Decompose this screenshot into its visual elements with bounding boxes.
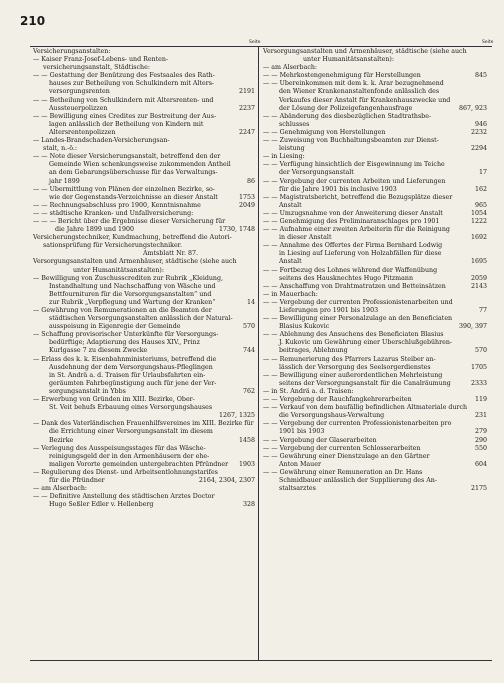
entry-text: Gemeinde Wien schenkungsweise zukommenden Antheil: [49, 161, 231, 169]
entry-page-ref: 14: [246, 298, 255, 306]
entry-page-ref: 2333: [470, 379, 487, 387]
index-entry: [33, 186, 255, 194]
entry-text: schlusses: [279, 120, 310, 128]
entry-text: Versorgungsanstalten und Armenhäuser, städtische (siehe auch: [33, 258, 237, 266]
entry-text: der Versorgungsanstalt: [279, 169, 354, 177]
index-entry: [33, 412, 255, 420]
index-entry: [263, 356, 487, 364]
entry-page-ref: 867, 923: [458, 104, 487, 112]
column-header-right: Seite: [482, 40, 494, 45]
index-entry: [33, 485, 255, 493]
index-entry: [263, 485, 487, 493]
index-entry: [33, 356, 255, 364]
entry-text: die Jahre 1899 und 1900: [55, 226, 135, 234]
entry-page-ref: 2237: [238, 104, 255, 112]
index-entry: [263, 283, 487, 291]
entry-page-ref: 279: [474, 428, 487, 436]
left-index-column: [33, 48, 255, 509]
index-entry: [263, 267, 487, 275]
entry-text: — — Vergebung der currenten Schlosserarbeiten: [263, 444, 421, 452]
index-entry: [33, 258, 255, 266]
entry-text: — — Umzugsnahme von der Anweiterung dieser Anstalt: [263, 209, 443, 217]
entry-text: — — Bewilligung eines Credites zur Bestreitung der Aus-: [33, 112, 217, 120]
index-entry: [263, 331, 487, 339]
index-entry: [263, 307, 487, 315]
index-entry: [263, 258, 487, 266]
entry-text: — — Vergebung der Rauchfangkehrerarbeiten: [263, 396, 412, 404]
entry-text: Instandhaltung und Nachschaffung von Wäsche und: [49, 282, 216, 290]
entry-text: Bettfournituren für die Versorgungsanstalten“ und: [49, 290, 212, 298]
index-entry: [33, 161, 255, 169]
index-entry: [263, 210, 487, 218]
entry-text: — am Alserbach:: [33, 485, 88, 493]
index-entry: [33, 56, 255, 64]
entry-text: — — Fortbezug des Lohnes während der Waffenübung: [263, 266, 438, 274]
entry-text: — — Verkauf von dem baufällig befindlichen Altmateriale durch: [263, 404, 468, 412]
entry-text: für die Jahre 1901 bis inclusive 1903: [279, 185, 397, 193]
entry-page-ref: 1054: [470, 209, 487, 217]
index-entry: [33, 307, 255, 315]
entry-text: — — Aufnahme einer zweiten Arbeiterin für die Reinigung: [263, 226, 450, 234]
entry-text: 1901 bis 1903: [279, 428, 325, 436]
index-entry: [33, 469, 255, 477]
entry-text: — — Abänderung des diesbezüglichen Stadtrathsbe-: [263, 112, 432, 120]
index-entry: [263, 88, 487, 96]
entry-page-ref: 2232: [470, 128, 487, 136]
entry-text: zur Rubrik „Verpflegung und Wartung der Kranken“: [49, 298, 216, 306]
index-entry: [33, 145, 255, 153]
entry-text: Altersrentenpolizzen: [49, 128, 116, 136]
index-entry: [263, 250, 487, 258]
entry-text: Bezirke: [49, 436, 74, 444]
entry-page-ref: 328: [242, 501, 255, 509]
entry-text: — Dank des Vaterländischen Frauenhilfsvereines im XIII. Bezirke für: [33, 420, 254, 428]
entry-text: unter Humanitätsanstalten):: [73, 266, 164, 274]
index-entry: [263, 48, 487, 56]
entry-text: — — Genehmigung von Herstellungen: [263, 128, 386, 136]
entry-text: Schmidbauer anlässlich der Suppliierung des An-: [279, 476, 437, 484]
entry-page-ref: 162: [474, 185, 487, 193]
index-entry: [33, 428, 255, 436]
entry-text: lässlich der Versorgung des Seelsorgerdienstes: [279, 363, 431, 371]
index-entry: [33, 315, 255, 323]
entry-text: — — Genehmigung des Preliminaranschlages pro 1901: [263, 217, 440, 225]
entry-text: — Bewilligung von Zuschusscrediten zur Rubrik „Kleidung,: [33, 274, 224, 282]
index-entry: [33, 218, 255, 226]
index-entry: [263, 347, 487, 355]
index-entry: [263, 97, 487, 105]
index-entry: [263, 380, 487, 388]
index-entry: [263, 113, 487, 121]
entry-text: — — Zuweisung von Buchhaltungsbeamten zur Dienst-: [263, 137, 439, 145]
entry-text: die Versorgungshaus-Verwaltung: [279, 412, 385, 420]
index-entry: [33, 283, 255, 291]
entry-text: — — Betheilung von Schulkindern mit Altersrenten- und: [33, 96, 214, 104]
index-entry: [263, 469, 487, 477]
index-entry: [263, 202, 487, 210]
entry-text: — in St. Andrä a. d. Traisen:: [263, 387, 354, 395]
entry-text: — — Vergebung der currenten Arbeiten und Lieferungen: [263, 177, 446, 185]
entry-text: J. Kukovic um Gewährung einer Überschlußgebühren-: [279, 339, 453, 347]
entry-text: — Landes-Brandschaden-Versicherungsan-: [33, 137, 170, 145]
index-entry: [33, 64, 255, 72]
entry-page-ref: 231: [474, 412, 487, 420]
entry-page-ref: 2049: [238, 201, 255, 209]
entry-page-ref: 965: [474, 201, 487, 209]
entry-text: — — Anschaffung von Drahtmatratzen und Betteinsätzen: [263, 282, 446, 290]
index-entry: [33, 420, 255, 428]
entry-text: — in Mauerbach:: [263, 290, 318, 298]
index-entry: [33, 242, 255, 250]
entry-page-ref: 17: [478, 169, 487, 177]
entry-text: — — Gewährung einer Dienstzulage an den Gärtner: [263, 452, 430, 460]
index-entry: [33, 323, 255, 331]
index-entry: [33, 178, 255, 186]
index-entry: [263, 299, 487, 307]
entry-text: — — Vergebung der currenten Professionistenarbeiten pro: [263, 420, 452, 428]
entry-page-ref: 2175: [470, 485, 487, 493]
index-entry: [33, 72, 255, 80]
index-entry: [263, 105, 487, 113]
entry-text: — — Mehrkostengenehmigung für Herstellungen: [263, 72, 421, 80]
index-entry: [33, 275, 255, 283]
entry-page-ref: 119: [474, 396, 487, 404]
entry-text: unter Humanitätsanstalten):: [303, 56, 394, 64]
entry-page-ref: 1705: [470, 363, 487, 371]
index-entry: [263, 186, 487, 194]
index-entry: [33, 97, 255, 105]
index-entry: [263, 137, 487, 145]
entry-page-ref: 1692: [470, 234, 487, 242]
index-entry: [33, 234, 255, 242]
index-entry: [33, 461, 255, 469]
entry-text: wie der Gegenstands-Verzeichnisse an dieser Anstalt: [49, 193, 218, 201]
entry-text: — — Definitive Anstellung des städtischen Arztes Doctor: [33, 493, 215, 501]
entry-text: seitens der Versorgungsanstalt für die Canalräumung: [279, 379, 451, 387]
entry-text: — — Vergebung der Glaserarbeiten: [263, 436, 377, 444]
index-entry: [33, 445, 255, 453]
index-entry: [263, 437, 487, 445]
entry-page-ref: 1753: [238, 193, 255, 201]
entry-text: Aussteuerpolizzen: [49, 104, 108, 112]
index-entry: [263, 461, 487, 469]
entry-text: — Schaffung provisorischer Unterkünfte für Versorgungs-: [33, 331, 219, 339]
entry-text: — — Übermittlung von Plänen der einzelnen Bezirke, so-: [33, 185, 215, 193]
index-entry: [33, 194, 255, 202]
entry-page-ref: 604: [474, 460, 487, 468]
index-entry: [263, 121, 487, 129]
entry-page-ref: 570: [474, 347, 487, 355]
index-entry: [263, 56, 487, 64]
index-entry: [33, 121, 255, 129]
index-entry: [263, 194, 487, 202]
column-header-left: Seite: [249, 40, 261, 45]
page-number: 210: [20, 14, 46, 28]
entry-text: — — Annahme des Offertes der Firma Bernhard Lodwig: [263, 242, 443, 250]
index-entry: [263, 226, 487, 234]
entry-page-ref: 1903: [238, 460, 255, 468]
entry-text: — — — Bericht über die Ergebnisse dieser Versicherung für: [33, 217, 226, 225]
entry-text: reinigungsgeld der in den Armenhäusern der ehe-: [49, 452, 210, 460]
entry-text: Lieferungen pro 1901 bis 1903: [279, 307, 379, 314]
entry-text: — in Liesing:: [263, 153, 305, 161]
entry-text: geräumten Fahrbegünstigung auch für jene der Ver-: [49, 379, 217, 387]
entry-text: bedürftige; Adaptierung des Hauses XIV., Prinz: [49, 339, 200, 347]
index-entry: [33, 129, 255, 137]
entry-text: Versicherungsanstalten:: [33, 48, 111, 55]
entry-page-ref: 290: [474, 436, 487, 444]
entry-page-ref: 1458: [238, 436, 255, 444]
entry-text: seitens des Hausknechtes Hugo Pitzmann: [279, 274, 414, 282]
column-divider: [258, 46, 259, 661]
entry-text: Versorgungsanstalten und Armenhäuser, städtische (siehe auch: [263, 48, 467, 55]
entry-text: den Wiener Krankenanstaltenfonde anlässlich des: [279, 88, 440, 96]
entry-text: die Errichtung einer Versorgungsanstalt im diesem: [49, 428, 213, 436]
entry-text: — — städtische Kranken- und Unfallversicherung:: [33, 209, 194, 217]
entry-text: der Lösung der Polizeigefangenhausfrage: [279, 104, 413, 112]
index-entry: [33, 477, 255, 485]
entry-text: Anstalt: [279, 258, 302, 266]
entry-text: Versicherungstechniker, Kundmachung, betreffend die Autori-: [33, 234, 232, 242]
entry-text: maligen Vororte gemeinden untergebrachten Pfründner: [49, 460, 229, 468]
index-entry: [263, 453, 487, 461]
entry-text: in dieser Anstalt: [279, 234, 332, 242]
index-entry: [263, 339, 487, 347]
entry-text: Blasius Kukovic: [279, 323, 330, 331]
entry-page-ref: 2294: [470, 145, 487, 153]
entry-page-ref: 86: [246, 177, 255, 185]
index-entry: [33, 501, 255, 509]
entry-page-ref: 2247: [238, 128, 255, 136]
index-entry: [33, 388, 255, 396]
index-entry: [263, 178, 487, 186]
index-entry: [263, 129, 487, 137]
entry-page-ref: 2191: [238, 88, 255, 96]
index-entry: [263, 80, 487, 88]
index-entry: [33, 153, 255, 161]
entry-text: versicherungsanstalt, Städtische:: [43, 64, 150, 72]
index-entry: [263, 72, 487, 80]
entry-page-ref: 1730, 1748: [218, 226, 255, 234]
index-entry: [263, 242, 487, 250]
entry-text: ausspeisung in Eigenregie der Gemeinde: [49, 323, 181, 331]
entry-text: leistung: [279, 145, 305, 153]
entry-text: — — Magistratsbericht, betreffend die Bezugsplätze dieser: [263, 193, 453, 201]
entry-text: sationsprüfung für Versicherungstechniker.: [43, 242, 182, 250]
index-entry: [33, 493, 255, 501]
index-entry: [33, 396, 255, 404]
index-entry: [33, 250, 255, 258]
entry-text: St. Veit behufs Erbauung eines Versorgungshauses: [49, 404, 213, 412]
index-entry: [33, 267, 255, 275]
entry-text: — Regulierung des Dienst- und Arbeitsentlohnungstarifes: [33, 468, 218, 476]
entry-text: Ausdehnung der dem Versorgungshaus-Pfleglingen: [49, 363, 213, 371]
entry-page-ref: 77: [478, 307, 487, 314]
index-entry: [263, 372, 487, 380]
entry-text: — — Ablehnung des Ansuchens des Beneficiaten Blasius: [263, 331, 444, 339]
index-entry: [263, 477, 487, 485]
entry-text: Hugo Seßler Edler v. Hellenberg: [49, 501, 154, 509]
entry-text: beitrages, Ablehnung: [279, 347, 348, 355]
entry-text: — — Übereinkommen mit dem k. k. Ärar bezugnehmend: [263, 80, 444, 88]
entry-text: Anstalt: [279, 201, 302, 209]
index-entry: [263, 315, 487, 323]
entry-page-ref: 845: [474, 72, 487, 80]
entry-text: sorgungsanstalt in Ybbs: [49, 387, 126, 395]
index-entry: [263, 364, 487, 372]
index-entry: [33, 80, 255, 88]
entry-page-ref: 2143: [470, 282, 487, 290]
entry-text: Anton Mauer: [279, 460, 321, 468]
index-entry: [33, 437, 255, 445]
entry-page-ref: 550: [474, 444, 487, 452]
index-entry: [33, 226, 255, 234]
entry-text: — — Verfügung hinsichtlich der Eisgewinnung im Teiche: [263, 161, 445, 169]
index-entry: [263, 218, 487, 226]
index-entry: [263, 169, 487, 177]
index-entry: [33, 331, 255, 339]
entry-text: städtischen Versorgungsanstalten anlässlich der Natural-: [49, 315, 233, 323]
index-entry: [263, 145, 487, 153]
entry-text: — Verlegung des Ausspeisungsstages für das Wäsche-: [33, 444, 206, 452]
index-entry: [33, 347, 255, 355]
entry-page-ref: 946: [474, 120, 487, 128]
index-entry: [263, 428, 487, 436]
bottom-rule: [30, 660, 492, 661]
index-entry: [33, 291, 255, 299]
index-entry: [33, 202, 255, 210]
entry-page-ref: 570: [242, 323, 255, 331]
entry-text: in St. Andrä a. d. Traisen für Urlaubsfahrten ein-: [49, 371, 206, 379]
entry-page-ref: 390, 397: [458, 323, 487, 331]
entry-page-ref: 2059: [470, 274, 487, 282]
index-entry: [263, 291, 487, 299]
entry-text: an dem Gebarungsüberschusse für das Verwaltungs-: [49, 169, 218, 177]
entry-text: — Erlass des k. k. Eisenbahnministeriums, betreffend die: [33, 355, 217, 363]
entry-text: — Kaiser Franz-Josef-Lebens- und Renten-: [33, 56, 169, 64]
entry-text: lagen anlässlich der Betheilung von Kindern mit: [49, 120, 204, 128]
index-entry: [33, 169, 255, 177]
index-entry: [263, 388, 487, 396]
entry-page-ref: 762: [242, 387, 255, 395]
index-entry: [263, 153, 487, 161]
index-entry: [263, 412, 487, 420]
index-entry: [33, 372, 255, 380]
entry-text: hauses zur Betheilung von Schulkindern mit Alters-: [49, 80, 215, 88]
entry-page-ref: 1267, 1325: [218, 412, 255, 420]
entry-text: — Erwerbung von Gründen im XIII. Bezirke, Ober-: [33, 396, 195, 404]
entry-text: für die Pfründner: [49, 476, 105, 484]
entry-text: Kurlgasse 7 zu diesem Zwecke: [49, 347, 148, 355]
index-entry: [33, 339, 255, 347]
entry-page-ref: 744: [242, 347, 255, 355]
index-entry: [263, 404, 487, 412]
entry-page-ref: 1695: [470, 258, 487, 266]
right-index-column: [263, 48, 487, 493]
entry-text: stalt, n.-ö.:: [43, 145, 78, 153]
entry-text: staltsarztes: [279, 485, 316, 493]
index-entry: [263, 445, 487, 453]
entry-text: — — Gestattung der Benützung des Festsaales des Rath-: [33, 72, 215, 80]
entry-text: — — Note dieser Versicherungsanstalt, betreffend den der: [33, 153, 221, 161]
entry-text: — Gewährung von Remunerationen an die Beamten der: [33, 307, 212, 314]
index-entry: [33, 137, 255, 145]
index-entry: [33, 105, 255, 113]
index-entry: [263, 161, 487, 169]
entry-text: — — Bewilligung einer Personalzulage an den Beneficiaten: [263, 315, 453, 323]
top-rule: [30, 46, 492, 47]
entry-text: — am Alserbach:: [263, 64, 318, 72]
entry-text: in Liesing auf Lieferung von Holzabfällen für diese: [279, 250, 442, 258]
index-entry: [263, 323, 487, 331]
entry-page-ref: 2164, 2304, 2307: [198, 476, 255, 484]
index-entry: [33, 364, 255, 372]
index-entry: [263, 64, 487, 72]
index-entry: [33, 299, 255, 307]
index-entry: [33, 453, 255, 461]
entry-text: — — Rechnungsabschluss pro 1900, Kenntnisnahme: [33, 201, 201, 209]
entry-text: — — Gewährung einer Remuneration an Dr. Hans: [263, 468, 423, 476]
index-entry: [33, 404, 255, 412]
entry-text: — — Bewilligung einer außerordentlichen Mehrleistung: [263, 371, 443, 379]
index-entry: [263, 420, 487, 428]
entry-text: — — Vergebung der currenten Professionistenarbeiten und: [263, 298, 453, 306]
index-entry: [263, 275, 487, 283]
entry-text: Amtsblatt Nr. 87.: [143, 250, 198, 258]
index-entry: [33, 380, 255, 388]
index-entry: [263, 234, 487, 242]
entry-text: Verkaufes dieser Anstalt für Krankenhauszwecke und: [279, 96, 451, 104]
entry-text: jahr 1899: [49, 177, 80, 185]
entry-text: versorgungsrenten: [49, 88, 110, 96]
index-entry: [263, 396, 487, 404]
index-entry: [33, 88, 255, 96]
index-entry: [33, 48, 255, 56]
entry-text: — — Remunerierung des Pfarrers Lazarus Steiber an-: [263, 355, 436, 363]
entry-page-ref: 1222: [470, 217, 487, 225]
index-entry: [33, 113, 255, 121]
index-entry: [33, 210, 255, 218]
